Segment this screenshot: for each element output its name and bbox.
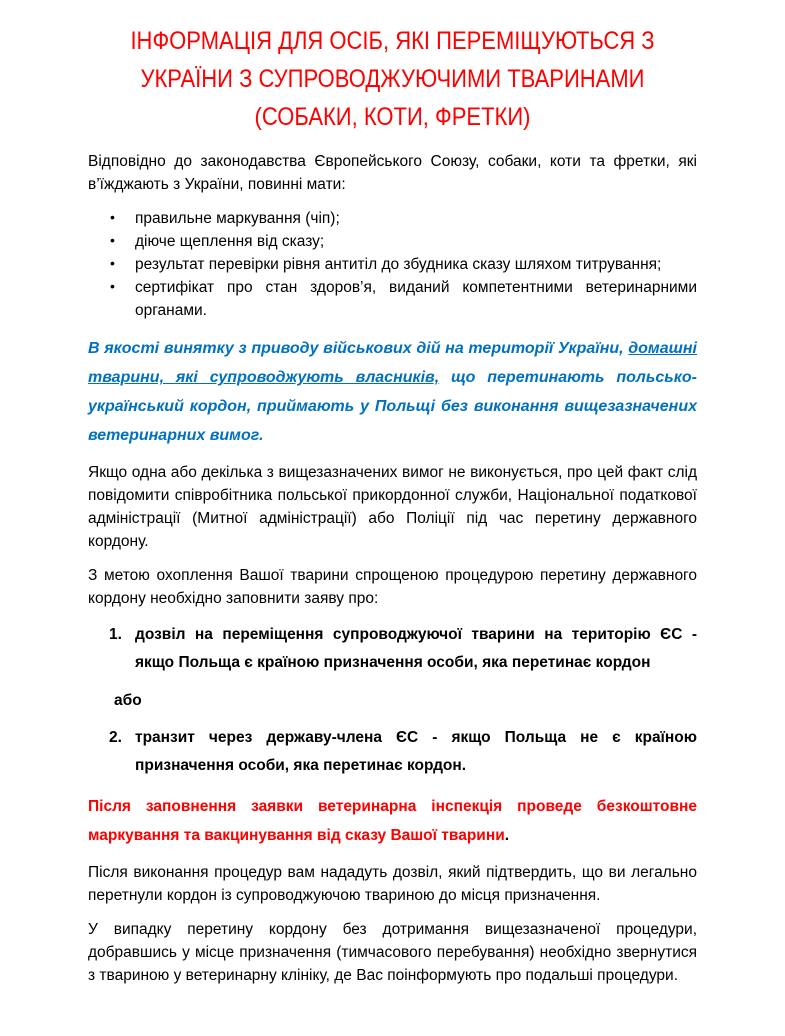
numbered-item-1-text: дозвіл на переміщення супроводжуючої тварини на територію ЄС - якщо Польща є країною призначення особи, яка перетинає кордон: [135, 626, 697, 671]
list-item-text: сертифікат про стан здоров’я, виданий компетентними ветеринарними органами.: [135, 279, 697, 319]
exception-text-after: що перетинають польсько-український кордон, приймають у Польщі без виконання вищезазначених ветеринарних вимог.: [88, 369, 697, 444]
list-item: [88, 253, 697, 276]
permit-paragraph: Після виконання процедур вам нададуть дозвіл, який підтвердить, що ви легально перетнули кордон із супроводжуючою твариною до місця призначення.: [88, 864, 697, 904]
intro-paragraph: Відповідно до законодавства Європейського Союзу, собаки, коти та фретки, які в’їжджають з України, повинні мати:: [88, 153, 697, 193]
list-item: [88, 207, 697, 230]
list-item-text: правильне маркування (чіп);: [135, 210, 340, 227]
requirements-bullet-list: [88, 207, 697, 322]
list-item: [88, 276, 697, 322]
numbered-item-1: [88, 621, 697, 677]
or-connector: або: [114, 692, 142, 709]
free-services-paragraph: [88, 792, 697, 850]
page-title: [88, 22, 697, 136]
list-item-text: результат перевірки рівня антитіл до збудника сказу шляхом титрування;: [135, 256, 662, 273]
numbered-item-2-text: транзит через державу-члена ЄС - якщо Польща не є країною призначення особи, яка перетинає кордон.: [135, 729, 697, 774]
numbered-item-1-marker: 1.: [109, 626, 122, 643]
numbered-item-2: [88, 724, 697, 780]
bullet-icon: •: [110, 209, 115, 225]
page-title-line-2: УКРАЇНИ З СУПРОВОДЖУЮЧИМИ ТВАРИНАМИ: [140, 65, 645, 93]
page-title-line-3: (СОБАКИ, КОТИ, ФРЕТКИ): [254, 103, 531, 131]
list-item: [88, 230, 697, 253]
exception-text-before: В якості винятку з приводу військових дій на території України,: [88, 340, 629, 357]
exception-text-underlined: домашні тварини, які супроводжують власників,: [88, 340, 697, 386]
list-item-text: діюче щеплення від сказу;: [135, 233, 325, 250]
application-intro-paragraph: З метою охоплення Вашої тварини спрощеною процедурою перетину державного кордону необхідно заповнити заяву про:: [88, 567, 697, 607]
warning-paragraph: У випадку перетину кордону без дотримання вищезазначеної процедури, добравшись у місце призначення (тимчасового перебування) необхідно звернутися з твариною у ветеринарну клініку, де Вас поінформують про подальші процедури.: [88, 921, 697, 984]
exception-paragraph: [88, 334, 697, 450]
bullet-icon: •: [110, 255, 115, 271]
noncompliance-paragraph: Якщо одна або декілька з вищезазначених вимог не виконується, про цей факт слід повідомити співробітника польської прикордонної служби, Національної податкової адміністрації (Митної адміністрації) або Поліції під час перетину державного кордону.: [88, 464, 697, 550]
bullet-icon: •: [110, 278, 115, 294]
bullet-icon: •: [110, 232, 115, 248]
numbered-item-2-marker: 2.: [109, 729, 122, 746]
page-title-line-1: ІНФОРМАЦІЯ ДЛЯ ОСІБ, ЯКІ ПЕРЕМІЩУЮТЬСЯ З: [130, 27, 655, 55]
free-services-period: .: [504, 827, 510, 844]
free-services-red-text: Після заповнення заявки ветеринарна інспекція проведе безкоштовне маркування та вакцинування від сказу Вашої тварини: [88, 798, 697, 844]
